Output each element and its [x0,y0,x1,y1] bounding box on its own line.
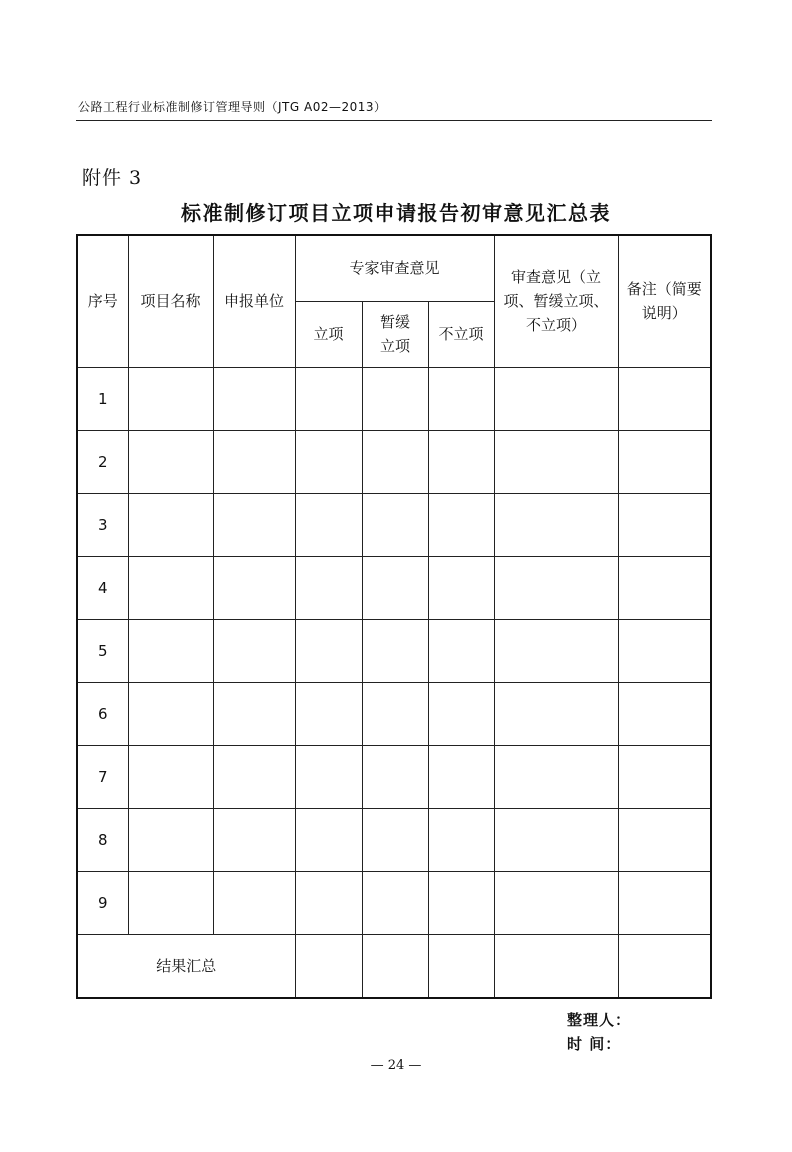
table-row [77,745,711,808]
header-rule [76,120,712,121]
table-cell[interactable] [618,682,711,745]
table-cell[interactable] [295,682,362,745]
table-cell[interactable] [362,556,428,619]
table-cell[interactable] [362,745,428,808]
summary-cell[interactable] [362,934,428,998]
table-cell[interactable] [213,745,295,808]
row-number: 5 [77,619,128,682]
summary-row [77,934,711,998]
table-cell[interactable] [128,493,213,556]
table-cell[interactable] [295,871,362,934]
row-number: 1 [77,367,128,430]
table-cell[interactable] [494,808,618,871]
table-cell[interactable] [213,493,295,556]
summary-cell[interactable] [428,934,494,998]
table-cell[interactable] [362,808,428,871]
table-cell[interactable] [494,493,618,556]
table-cell[interactable] [295,493,362,556]
table-cell[interactable] [428,808,494,871]
row-number: 6 [77,682,128,745]
table-row [77,871,711,934]
table-cell[interactable] [362,493,428,556]
table-cell[interactable] [618,808,711,871]
table-cell[interactable] [618,619,711,682]
table-cell[interactable] [494,682,618,745]
header-project-name: 项目名称 [128,235,213,367]
running-header: 公路工程行业标准制修订管理导则（JTG A02—2013） [78,100,387,114]
row-number: 7 [77,745,128,808]
header-expert-opinion: 专家审查意见 [295,235,494,301]
table-cell[interactable] [362,430,428,493]
page-title: 标准制修订项目立项申请报告初审意见汇总表 [181,201,611,225]
header-applicant-unit: 申报单位 [213,235,295,367]
summary-cell[interactable] [494,934,618,998]
table-cell[interactable] [295,556,362,619]
table-row [77,682,711,745]
table-cell[interactable] [494,871,618,934]
table-row [77,367,711,430]
table-cell[interactable] [618,745,711,808]
row-number: 4 [77,556,128,619]
organizer-label: 整理人： [567,1011,632,1029]
header-postpone: 暂缓立项 [362,301,428,367]
table-cell[interactable] [128,808,213,871]
table-cell[interactable] [494,430,618,493]
table-cell[interactable] [362,619,428,682]
table-row [77,808,711,871]
table-cell[interactable] [213,556,295,619]
page-number: — 24 — [370,1058,422,1073]
table-cell[interactable] [213,808,295,871]
time-label: 时 间： [567,1035,622,1053]
table-cell[interactable] [618,556,711,619]
header-approve: 立项 [295,301,362,367]
header-row-1 [77,235,711,301]
table-cell[interactable] [618,493,711,556]
table-row [77,430,711,493]
table-cell[interactable] [295,367,362,430]
summary-table [76,234,712,999]
table-cell[interactable] [362,871,428,934]
table-cell[interactable] [128,556,213,619]
table-cell[interactable] [128,430,213,493]
attachment-label: 附件 3 [82,167,143,189]
table-cell[interactable] [428,682,494,745]
table-cell[interactable] [618,871,711,934]
header-reject: 不立项 [428,301,494,367]
table-cell[interactable] [428,367,494,430]
table-cell[interactable] [494,619,618,682]
table-cell[interactable] [213,367,295,430]
row-number: 2 [77,430,128,493]
header-seq: 序号 [77,235,128,367]
header-review-opinion: 审查意见（立项、暂缓立项、不立项） [494,235,618,367]
table-cell[interactable] [494,367,618,430]
table-cell[interactable] [128,871,213,934]
table-cell[interactable] [618,430,711,493]
table-cell[interactable] [295,619,362,682]
summary-cell[interactable] [618,934,711,998]
table-cell[interactable] [494,556,618,619]
summary-cell[interactable] [295,934,362,998]
table-cell[interactable] [128,682,213,745]
table-cell[interactable] [362,367,428,430]
table-cell[interactable] [213,430,295,493]
table-cell[interactable] [428,745,494,808]
table-body [77,367,711,934]
table-cell[interactable] [428,619,494,682]
row-number: 9 [77,871,128,934]
table-row [77,493,711,556]
table-cell[interactable] [213,619,295,682]
table-cell[interactable] [213,682,295,745]
table-cell[interactable] [128,745,213,808]
row-number: 8 [77,808,128,871]
table-cell[interactable] [618,367,711,430]
row-number: 3 [77,493,128,556]
table-row [77,619,711,682]
table-cell[interactable] [428,430,494,493]
summary-label: 结果汇总 [77,934,295,998]
table-cell[interactable] [295,745,362,808]
table-cell[interactable] [362,682,428,745]
table-cell[interactable] [295,808,362,871]
table-row [77,556,711,619]
table-cell[interactable] [428,493,494,556]
table-cell[interactable] [428,871,494,934]
table-cell[interactable] [428,556,494,619]
table-cell[interactable] [213,871,295,934]
table-cell[interactable] [494,745,618,808]
header-remarks: 备注（简要说明） [618,235,711,367]
table-cell[interactable] [128,367,213,430]
table-cell[interactable] [295,430,362,493]
table-cell[interactable] [128,619,213,682]
